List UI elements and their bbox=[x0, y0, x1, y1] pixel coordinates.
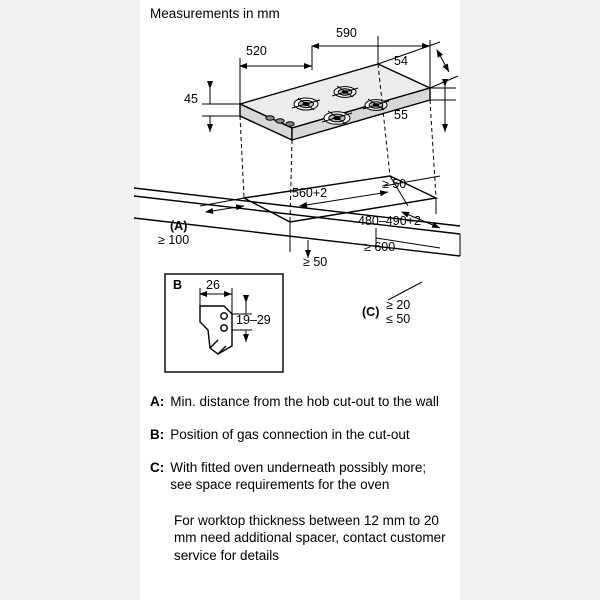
dim-clearance-right: ≥ 50 bbox=[382, 177, 407, 191]
dim-55: 55 bbox=[394, 108, 408, 122]
diagram-sheet bbox=[140, 0, 460, 600]
dim-520: 520 bbox=[246, 44, 267, 58]
dim-wall-distance: ≥ 100 bbox=[158, 233, 190, 247]
dim-clearance-front: ≥ 50 bbox=[303, 255, 328, 269]
legend-item-b bbox=[150, 427, 450, 444]
dim-cutout-560: 560+2 bbox=[292, 186, 328, 200]
legend-key-c: C: bbox=[150, 459, 165, 475]
label-A: (A) bbox=[170, 219, 188, 233]
worktop-note: For worktop thickness between 12 mm to 20 mm need additional spacer, contact customer service for details bbox=[174, 512, 446, 563]
legend bbox=[150, 394, 450, 564]
dim-detail-26: 26 bbox=[206, 278, 220, 292]
dim-gas-min: ≥ 20 bbox=[386, 298, 411, 312]
legend-item-a bbox=[150, 394, 450, 411]
legend-key-a: A: bbox=[150, 394, 165, 409]
legend-text-c: With fitted oven underneath possibly more; see space requirements for the oven bbox=[170, 459, 427, 492]
dim-54: 54 bbox=[394, 54, 408, 68]
dim-45: 45 bbox=[184, 92, 198, 106]
legend-item-c bbox=[150, 460, 450, 494]
dim-cutout-480-490: 480–490+2 bbox=[358, 214, 421, 228]
dim-clearance-below: ≥ 600 bbox=[364, 240, 396, 254]
label-C: (C) bbox=[362, 305, 380, 319]
legend-text-a: Min. distance from the hob cut-out to the wall bbox=[170, 394, 439, 409]
dim-gas-max: ≤ 50 bbox=[386, 312, 411, 326]
label-B: B bbox=[173, 278, 183, 292]
legend-key-b: B: bbox=[150, 426, 165, 442]
dim-detail-19-29: 19–29 bbox=[236, 313, 271, 327]
legend-text-b: Position of gas connection in the cut-out bbox=[170, 426, 410, 442]
page-title: Measurements in mm bbox=[150, 6, 280, 21]
dim-590: 590 bbox=[336, 26, 357, 40]
